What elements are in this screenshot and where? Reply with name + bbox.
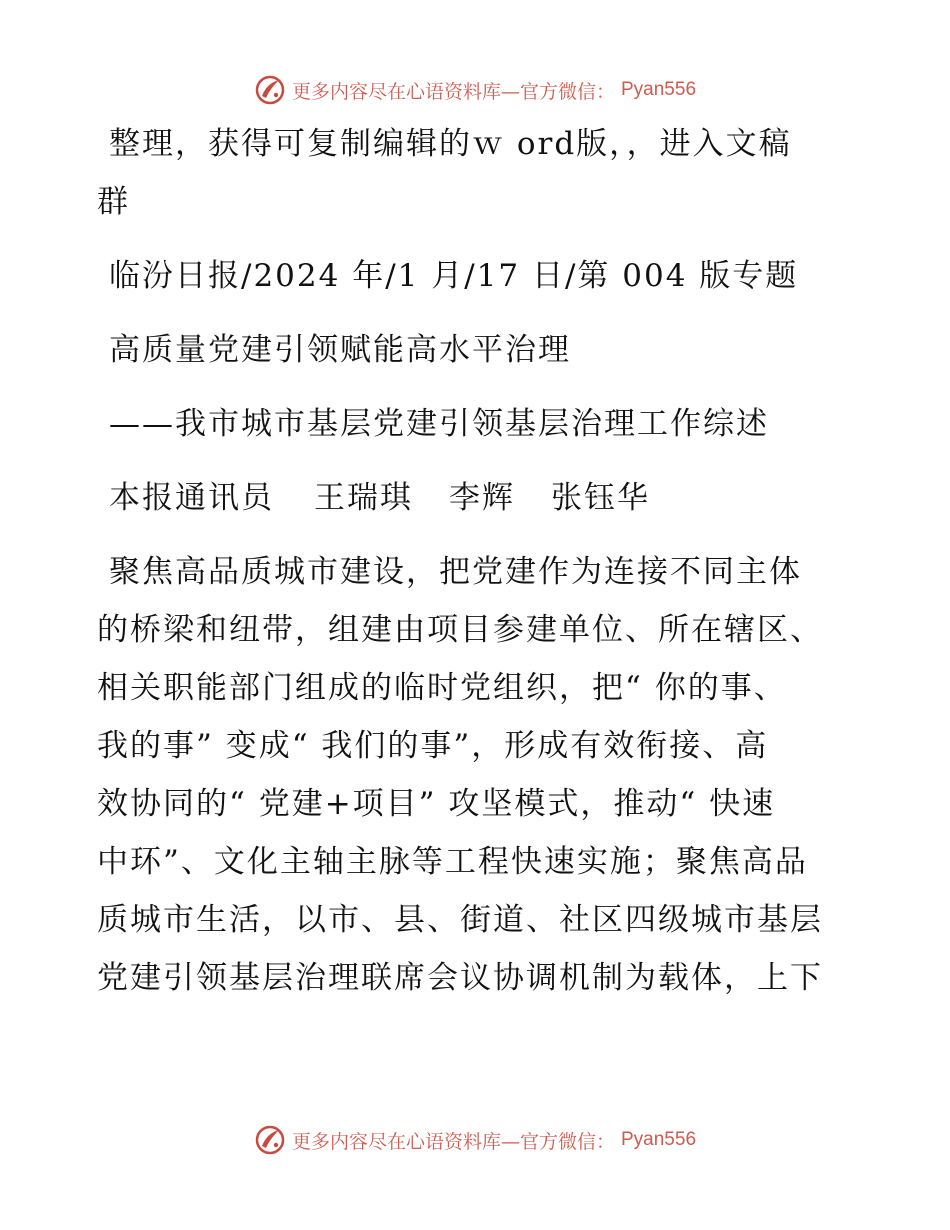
body-line: 聚焦高品质城市建设，把党建作为连接不同主体	[109, 554, 802, 590]
spacer	[97, 305, 857, 321]
body-line: 质城市生活，以市、县、街道、社区四级城市基层	[97, 902, 823, 938]
spacer	[97, 231, 857, 247]
body-line: 党建引领基层治理联席会议协调机制为载体，上下	[97, 960, 823, 996]
article-title: 高质量党建引领赋能高水平治理	[109, 332, 571, 368]
intro-line-continued: 群	[97, 184, 130, 220]
spacer	[97, 527, 857, 543]
watermark-text: 更多内容尽在心语资料库—官方微信：	[291, 80, 615, 103]
author-name: 李辉	[449, 480, 515, 516]
watermark-group	[254, 74, 696, 106]
author-name: 张钰华	[551, 480, 650, 516]
watermark-contact: Pyan556	[621, 1129, 697, 1150]
body-line: 效协同的“ 党建+项目” 攻坚模式，推动“ 快速	[97, 786, 776, 822]
body-line: 我的事” 变成“ 我们的事”，形成有效衔接、高	[97, 728, 769, 764]
brush-seal-icon	[254, 74, 286, 106]
byline-label: 本报通讯员	[109, 480, 274, 516]
watermark-footer	[0, 1120, 950, 1160]
article-subtitle: ——我市城市基层党建引领基层治理工作综述	[109, 406, 769, 442]
watermark-header	[0, 70, 950, 110]
watermark-contact: Pyan556	[621, 79, 697, 100]
watermark-text: 更多内容尽在心语资料库—官方微信：	[291, 1130, 615, 1153]
watermark-group	[254, 1124, 696, 1156]
spacer	[97, 453, 857, 469]
body-line: 中环”、文化主轴主脉等工程快速实施；聚焦高品	[97, 844, 808, 880]
spacer	[97, 379, 857, 395]
source-line: 临汾日报/2024 年/1 月/17 日/第 004 版专题	[109, 258, 799, 294]
author-name: 王瑞琪	[314, 480, 413, 516]
body-line: 的桥梁和纽带，组建由项目参建单位、所在辖区、	[97, 612, 823, 648]
body-line: 相关职能部门组成的临时党组织，把“ 你的事、	[97, 670, 787, 706]
body-paragraph	[97, 543, 857, 1007]
byline	[97, 469, 857, 527]
intro-line: 整理，获得可复制编辑的ｗ ord版，，进入文稿	[109, 126, 792, 162]
document-body	[97, 115, 857, 1007]
brush-seal-icon	[254, 1124, 286, 1156]
